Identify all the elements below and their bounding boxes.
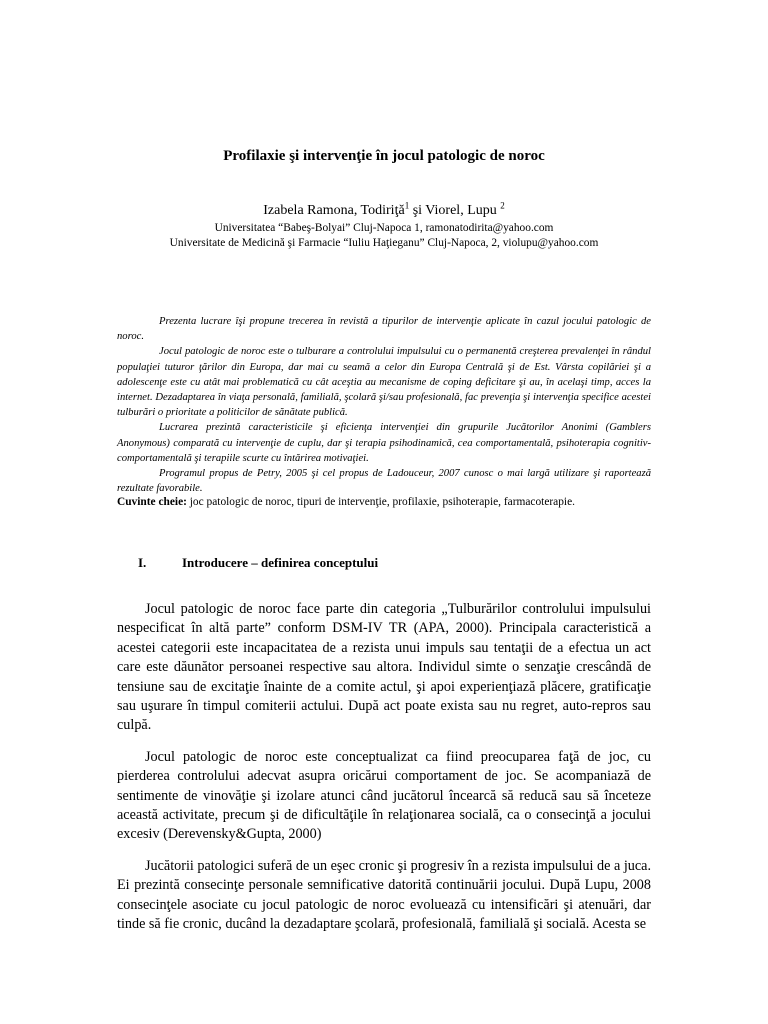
abstract-paragraph: Programul propus de Petry, 2005 şi cel propus de Ladouceur, 2007 cunosc o mai largă utilizare şi raportează rezultate favorabile. bbox=[117, 468, 651, 495]
author-1: Izabela Ramona, Todiriţă bbox=[263, 203, 405, 218]
keywords-text: joc patologic de noroc, tipuri de intervenţie, profilaxie, psihoterapie, farmacoterapie. bbox=[186, 496, 575, 508]
author-2-affiliation-mark: 2 bbox=[500, 200, 505, 211]
keywords-label: Cuvinte cheie: bbox=[117, 496, 187, 508]
keywords bbox=[117, 496, 651, 508]
abstract-paragraph: Jocul patologic de noroc este o tulburare a controlului impulsului cu o permanentă creşterea prevalenţei în rândul populaţiei tuturor ţărilor din Europa, dar mai cu seamă a celor din Europa Centrală şi de Est. Vârsta copilăriei şi a adolescenţe este cu atât mai problematică cu cât aceştia au mecanisme de coping deficitare şi au, în acelaşi timp, acces la internet. Dezadaptarea în viaţa personală, familială, şcolară şi/sau profesională, fac prevenţia şi intervenţia specifice acestei tulburări o prioritate a politicilor de sănătate publică. bbox=[117, 346, 651, 419]
body-text bbox=[117, 600, 651, 947]
body-paragraph: Jocul patologic de noroc este conceptualizat ca fiind preocuparea faţă de joc, cu pierderea controlului adecvat asupra oricărui comportament de joc. Se acompaniază de sentimente de vinovăţie şi izolare atunci când jucătorul încearcă să reducă sau să înceteze această activitate, precum şi de dificultăţile în relaţionarea socială, ca o consecinţă a jocului excesiv (Derevensky&Gupta, 2000) bbox=[117, 748, 651, 843]
abstract bbox=[117, 314, 651, 496]
abstract-paragraph: Prezenta lucrare îşi propune trecerea în revistă a tipurilor de intervenţie aplicate în cazul jocului patologic de noroc. bbox=[117, 316, 651, 343]
authors-line bbox=[0, 200, 768, 219]
author-1-affiliation-mark: 1 bbox=[404, 200, 410, 211]
body-paragraph: Jucătorii patologici suferă de un eşec cronic şi progresiv în a rezista impulsului de a juca. Ei prezintă consecinţe personale semnificative datorită continuării jocului. După Lupu, 2008 consecinţele asociate cu jocul patologic de noroc evoluează cu intensificări şi atenuări, dar tinde să fie cronic, ducând la dezadaptare şcolară, profesională, familială şi socială. Acesta se bbox=[117, 857, 651, 933]
section-heading bbox=[138, 555, 378, 571]
affiliation-1: Universitatea “Babeş-Bolyai” Cluj-Napoca 1, ramonatodirita@yahoo.com bbox=[214, 222, 554, 234]
section-number: I. bbox=[138, 555, 147, 570]
section-title: Introducere – definirea conceptului bbox=[182, 555, 379, 570]
affiliation-2: Universitate de Medicină şi Farmacie “Iuliu Haţieganu” Cluj-Napoca, 2, violupu@yahoo.com bbox=[169, 237, 599, 249]
author-2: şi Viorel, Lupu bbox=[409, 203, 501, 218]
paper-title: Profilaxie şi intervenţie în jocul patologic de noroc bbox=[223, 148, 545, 164]
abstract-paragraph: Lucrarea prezintă caracteristicile şi eficienţa intervenţiei din grupurile Jucătorilor Anonimi (Gamblers Anonymous) comparată cu intervenţie de cuplu, dar şi terapia psihodinamică, cea comportamentală, psihoterapia cognitiv-comportamentală şi terapiile scurte cu întărirea motivaţiei. bbox=[117, 422, 651, 464]
body-paragraph: Jocul patologic de noroc face parte din categoria „Tulburărilor controlului impulsului nespecificat în altă parte” conform DSM-IV TR (APA, 2000). Principala caracteristică a acestei categorii este incapacitatea de a rezista unui impuls sau tentaţii de a efectua un act care este dăunător persoanei respective sau altora. Individul simte o senzaţie crescândă de tensiune sau de excitaţie înainte de a comite actul, şi apoi experienţiază plăcere, gratificaţie sau uşurare în timpul comiterii actului. După act poate exista sau nu regret, auto-repros sau culpă. bbox=[117, 601, 651, 734]
